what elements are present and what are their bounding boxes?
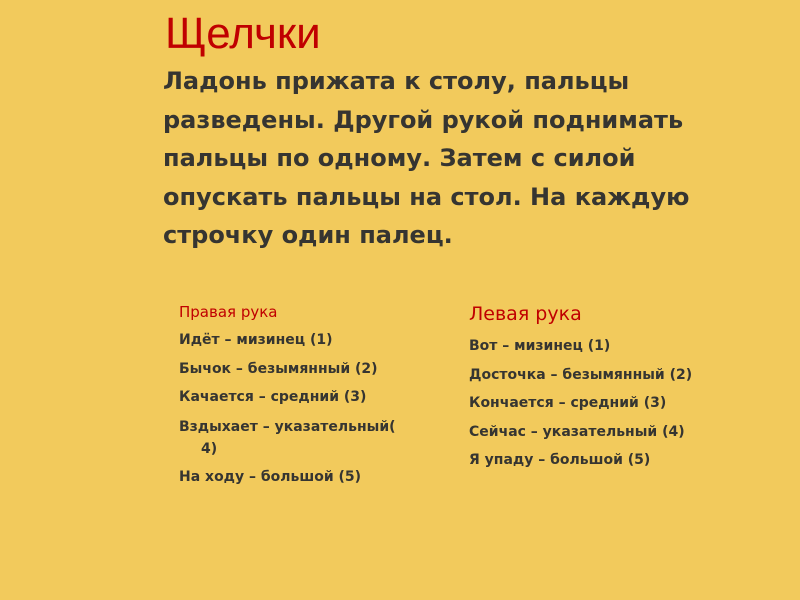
list-item: Бычок – безымянный (2) (179, 360, 378, 377)
list-item: На ходу – большой (5) (179, 468, 362, 485)
list-item: Качается – средний (3) (179, 389, 367, 405)
list-item: Сейчас – указательный (4) (469, 423, 685, 440)
left-hand-list (469, 332, 769, 475)
left-hand-heading: Левая рука (469, 303, 582, 325)
slide-title: Щелчки (165, 9, 321, 58)
right-hand-list (179, 326, 449, 491)
right-hand-heading: Правая рука (179, 303, 278, 321)
list-item-line: Вздыхает – указательный( (179, 418, 396, 435)
list-item-line-continued: 4) (201, 440, 218, 457)
list-item (179, 412, 449, 463)
list-item: Вот – мизинец (1) (469, 338, 611, 354)
list-item: Идёт – мизинец (1) (179, 332, 333, 348)
list-item: Я упаду – большой (5) (469, 452, 651, 468)
instructions-text: Ладонь прижата к столу, пальцы разведены. Другой рукой поднимать пальцы по одному. Затем с силой опускать пальцы на стол. На каждую строчку один палец. (163, 67, 690, 249)
left-hand-column (469, 298, 769, 475)
list-item: Досточка – безымянный (2) (469, 366, 693, 383)
list-item: Кончается – средний (3) (469, 395, 667, 411)
right-hand-column (179, 298, 449, 491)
